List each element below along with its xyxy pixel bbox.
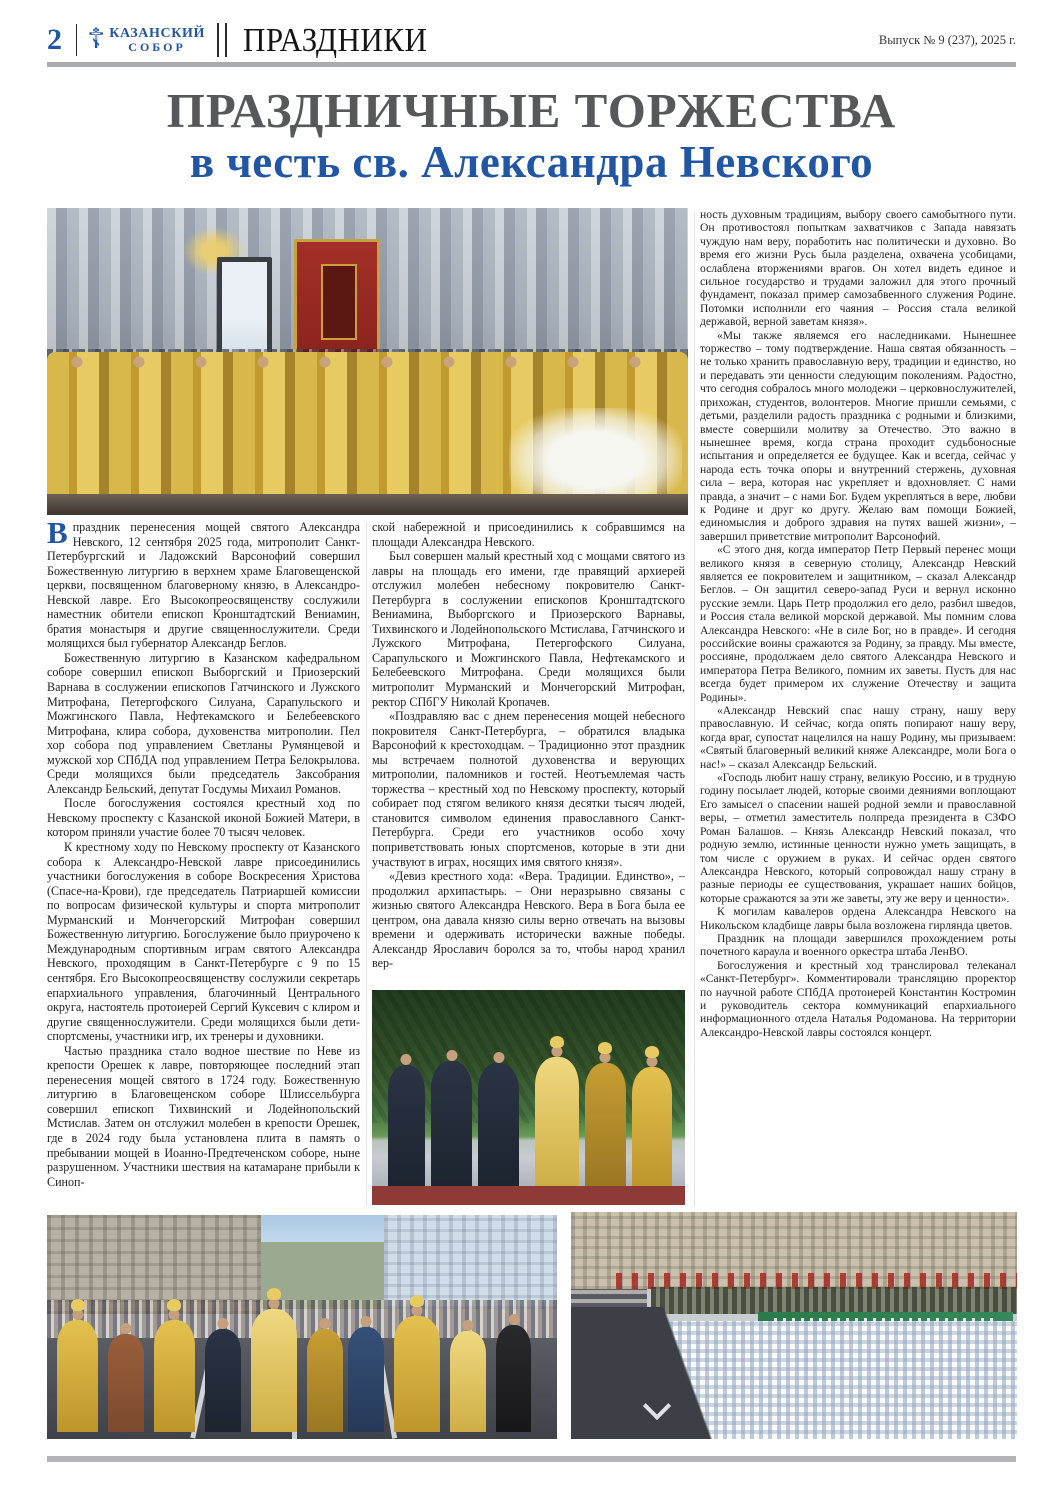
headline-line1: ПРАЗДНИЧНЫЕ ТОРЖЕСТВА bbox=[166, 83, 897, 138]
paragraph: «Господь любит нашу страну, великую Россию, и в трудную годину посылает людей, которые своими деяниями воплощают Его замысел о спасении нашей родной земли и православной веры, – отметил заместитель полпреда президента в СЗФО Роман Балашов. – Князь Александр Невский показал, что родную землю, истинные ценности нужно уметь защищать, в том числе с оружием в руках. И сейчас орден святого Александра Невского, который сопровождал нашу страну в разные периоды ее существования, украшает наших бойцов, которые сражаются за эти же заветы, эту же веру и ценности». bbox=[700, 771, 1016, 905]
header-divider bbox=[76, 24, 77, 56]
issue-info: Выпуск № 9 (237), 2025 г. bbox=[878, 32, 1016, 47]
photo-procession-right bbox=[571, 1212, 1017, 1439]
paragraph: ность духовным традициям, выбору своего самобытного пути. Он противостоял попыткам захватчиков с Запада навязать чуждую нам веру, поработить нас политически и духовно. Во время его жизни Русь была разделена, охвачена усобицами, ослаблена вторжениями врагов. Он хотел видеть единое и сильное государство и трудами заложил для этого прочный фундамент, показал пример самозабвенного служения Родине. Потомки исполнили его чаяния – Россия стала великой державой, верной заветам князя». bbox=[700, 208, 1016, 329]
photo-officials-square bbox=[372, 990, 685, 1205]
article-column-middle bbox=[372, 520, 685, 986]
paragraph: «С этого дня, когда император Петр Первый перенес мощи великого князя в северную столицу, Александр Невский является ее покровителем и защитником, – сказал Александр Беглов. – Он защитил северо-запад Руси и вернул исконно русские земли. Царь Петр продолжил его дело, разбил шведов, и Россия стала великой морской державой. Мы помним слова Александра Невского: «Не в силе Бог, но в правде». И сегодня российские воины сражаются за Родину, за правду. Мы вместе, россияне, продолжаем дело святого Александра Невского и императора Петра Великого, помним их заветы. Пусть для нас всегда будет примером их служение Отечеству и защита Родины». bbox=[700, 543, 1016, 704]
article-column-right bbox=[700, 208, 1016, 1213]
page-number: 2 bbox=[47, 23, 62, 56]
clergy-figure bbox=[307, 1329, 343, 1432]
decor-floor bbox=[47, 494, 688, 515]
paragraph: «Мы также являемся его наследниками. Нынешнее торжество – тому подтверждение. Наша святая обязанность – не только хранить православную веру, традиции и единство, но и передавать эти ценности следующим поколениям. Радостно, что сегодня собралось много молодежи – церковнослужителей, прихожан, студентов, волонтеров. Многие пришли семьями, с детьми, разделили радость праздника с родными и близкими, вместе совершили молитву за Отечество. Это важно в нынешнее время, когда страна проходит судьбоносные испытания и определяется ее будущее. Как и всегда, сейчас у народа есть точка опоры и внутренний стержень, духовная сила – вера, которая нас укрепляет и вдохновляет. С нами правда, а значит – с нами Бог. Будем укрепляться в вере, любви к Родине и друг ко другу. Желаю вам помощи Божией, единомыслия и доброго здравия на путях вашей жизни», – завершил приветствие митрополит Варсонофий. bbox=[700, 328, 1016, 543]
clergy-figure bbox=[251, 1309, 297, 1432]
logo-line2: СОБОР bbox=[128, 40, 186, 54]
paragraph bbox=[47, 520, 360, 651]
drop-cap: В bbox=[47, 520, 68, 550]
headline-line2: в честь св. Александра Невского bbox=[189, 137, 874, 187]
newspaper-logo bbox=[109, 27, 205, 53]
hierarch-figure bbox=[632, 1067, 673, 1185]
official-figure bbox=[478, 1063, 519, 1186]
paragraph: «Девиз крестного хода: «Вера. Традиции. Единство», – продолжил архипастырь. – Они неразрывно связаны с жизнью святого Александра Невского. Вера в Бога была ее центром, она давала князю силы верно отвечать на вызовы времени и одерживать исторически важные победы. Александр Ярославич боролся за то, чтобы народ хранил вер- bbox=[372, 869, 685, 971]
decor-red-carpet bbox=[372, 1186, 685, 1205]
paragraph: «Поздравляю вас с днем перенесения мощей небесного покровителя Санкт-Петербурга, – обратился владыка Варсонофий к крестоходцам. – Традиционно этот праздник мы встречаем полнотой духовенства и верующих митрополии, паломников и гостей. Неотъемлемая часть торжества – крестный ход по Невскому проспекту, который собирает под стягом великого князя десятки тысяч людей, становится символом единения православного Санкт-Петербурга. Среди его участников особо хочу поприветствовать юных спортсменов, которые в эти дни участвуют в играх, носящих имя святого князя». bbox=[372, 709, 685, 869]
hierarch-figure bbox=[535, 1057, 579, 1186]
walker-figure bbox=[205, 1329, 241, 1432]
photo-liturgy-interior bbox=[47, 208, 688, 515]
orthodox-cross-icon: ☦ bbox=[87, 24, 106, 55]
paragraph: К крестному ходу по Невскому проспекту от Казанского собора к Александро-Невской лавре присоединились участники богослужения в соборе Воскресения Христова (Спасе-на-Крови), где председатель Патриаршей комиссии по вопросам физической культуры и спорта митрополит Мурманский и Мончегорский Митрофан совершил Божественную литургию. Богослужение было приурочено к Международным спортивным играм святого Александра Невского, проходящим в Санкт-Петербурге с 9 по 15 сентября. Его Высокопреосвященству сослужили секретарь епархиального управления, благочинный Центрального округа, настоятель протоиерей Сергий Куксевич с клиром и другие священнослужители. Среди молящихся были дети-спортсмены, участники игр, их тренеры и духовники. bbox=[47, 840, 360, 1044]
logo-line1: КАЗАНСКИЙ bbox=[109, 26, 205, 41]
walker-figure bbox=[348, 1327, 384, 1432]
official-figure bbox=[388, 1065, 426, 1185]
paragraph: ской набережной и присоединились к собравшимся на площади Александра Невского. bbox=[372, 520, 685, 549]
paragraph: Праздник на площади завершился прохождением роты почетного караула и военного оркестра штаба ЛенВО. bbox=[700, 931, 1016, 959]
banner-icon-shape bbox=[321, 264, 357, 340]
page-header bbox=[47, 20, 1016, 60]
paragraph: После богослужения состоялся крестный ход по Невскому проспекту с Казанской иконой Божией Матери, в котором приняли участие более 70 тысяч человек. bbox=[47, 796, 360, 840]
paragraph-text: праздник перенесения мощей святого Александра Невского, 12 сентября 2025 года, митрополит Санкт-Петербургский и Ладожский Варсонофий совершил Божественную литургию в верхнем храме Благовещенской церкви, посвященном благоверному князю, в Александро-Невской лавре. Его Высокопреосвященству сослужили наместник обители епископ Кронштадтский Вениамин, братия монастыря и другие священнослужители. Среди молящихся был губернатор Александр Беглов. bbox=[47, 520, 360, 651]
decor-road-wedge bbox=[571, 1307, 776, 1439]
header-double-divider bbox=[217, 23, 227, 57]
paragraph: Был совершен малый крестный ход с мощами святого из лавры на площадь его имени, где правящий архиерей отслужил молебен небесному покровителю Санкт-Петербурга в сослужении епископов Кронштадтского Вениамина, Выборгского и Приозерского Варнавы, Тихвинского и Лодейнопольского Мстислава, Гатчинского и Лужского Митрофана, Петергофского Силуана, Сарапульского и Можгинского Павла, Нефтекамского и Белебеевского Митрофана. Среди молящихся были митрополит Мурманский и Мончегорский Митрофан, ректор СПбГУ Николай Кропачев. bbox=[372, 549, 685, 709]
clergy-figure bbox=[154, 1320, 195, 1432]
column-separator bbox=[694, 212, 695, 1206]
clergy-figure bbox=[450, 1331, 486, 1432]
decor-building-center bbox=[261, 1242, 383, 1309]
paragraph: Божественную литургию в Казанском кафедральном соборе совершил епископ Выборгский и Приозерский Варнава в сослужении епископов Гатчинского и Лужского Митрофана, Петергофского Силуана, Сарапульского и Можгинского Павла, Нефтекамского и Белебеевского Митрофана, клира собора, духовенства митрополии. Пел хор собора под управлением Светланы Румянцевой и мужской хор СПбДА под управлением Петра Белокрылова. Среди молящихся были председатель Заксобрания Александр Бельский, депутат Госдумы Михаил Романов. bbox=[47, 650, 360, 796]
walker-figure bbox=[108, 1334, 144, 1433]
photo-procession-left bbox=[47, 1215, 557, 1439]
paragraph: «Александр Невский спас нашу страну, нашу веру православную. И сейчас, когда опять попирают нашу веру, когда враг, супостат нацелился на нашу Родину, мы призываем: «Святый благоверный великий княже Александре, моли Бога о нас!» – сказал Александр Бельский. bbox=[700, 704, 1016, 771]
footer-rule bbox=[47, 1456, 1016, 1462]
paragraph: Частью праздника стало водное шествие по Неве из крепости Орешек к лавре, повторяющее последний этап перенесения мощей святого в 1724 году. Божественную литургию в Благовещенском соборе Шлиссельбурга совершил епископ Тихвинский и Лодейнопольский Мстислав. Затем он отслужил молебен в крепости Орешек, где в 2024 году была установлена плита в память о пребывании мощей в Иоанно-Предтеченском соборе, ныне разрушенном. Участники шествия на катамаране прибыли к Синоп- bbox=[47, 1043, 360, 1189]
section-title: ПРАЗДНИКИ bbox=[242, 20, 428, 59]
paragraph: Богослужения и крестный ход транслировал телеканал «Санкт-Петербург». Комментировали трансляцию проректор по научной работе СПбДА протоиерей Константин Костромин и руководитель сектора коммуникаций епархиального информационного отдела Наталья Родоманова. На территории Александро-Невской лавры состоялся концерт. bbox=[700, 958, 1016, 1039]
clergy-figure bbox=[57, 1320, 98, 1432]
hierarch-figure bbox=[585, 1063, 626, 1186]
decor-white-flowers bbox=[509, 408, 682, 494]
clergy-figure bbox=[394, 1316, 440, 1432]
column-separator bbox=[366, 522, 367, 1206]
header-rule bbox=[47, 62, 1016, 67]
article-column-left bbox=[47, 520, 360, 1213]
official-figure bbox=[431, 1061, 472, 1186]
paragraph: К могилам кавалеров ордена Александра Невского на Никольском кладбище лавры была возложена гирлянда цветов. bbox=[700, 905, 1016, 932]
cossack-figure bbox=[496, 1325, 532, 1433]
decor-building-right bbox=[384, 1215, 557, 1309]
